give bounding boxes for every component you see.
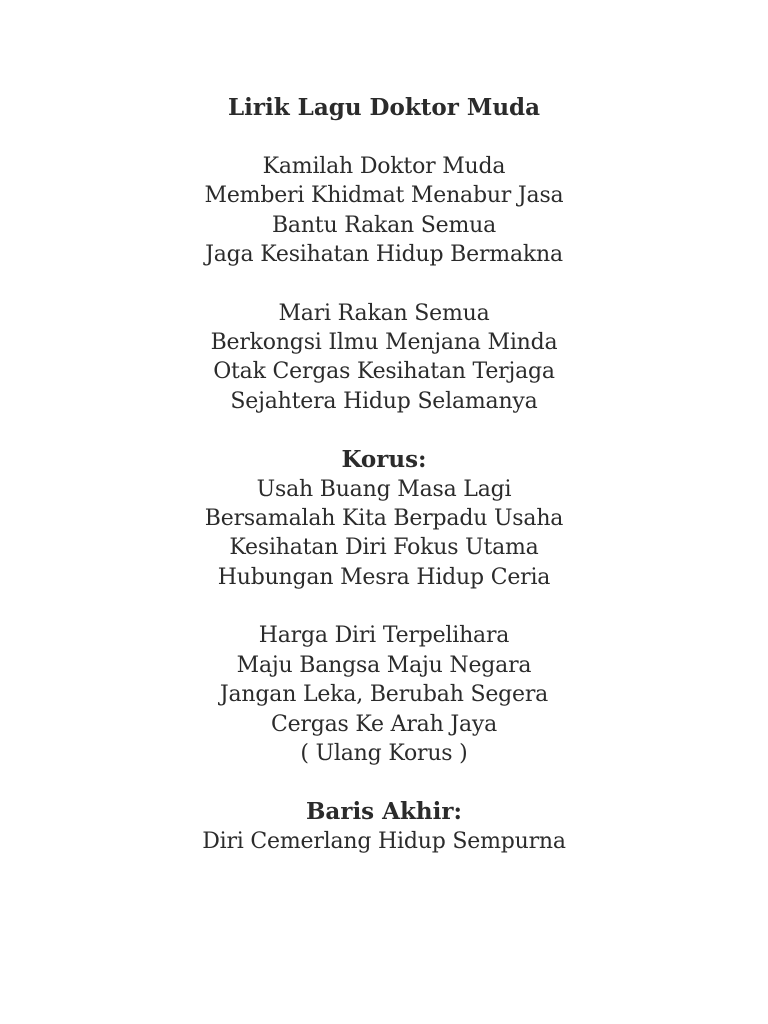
lyric-line: Harga Diri Terpelihara (258, 623, 510, 649)
chorus-heading: Korus: (341, 446, 427, 474)
lyric-line: Memberi Khidmat Menabur Jasa (204, 183, 564, 209)
lyric-line: Berkongsi Ilmu Menjana Minda (210, 330, 558, 356)
final-line-section (0, 797, 768, 856)
verse-1 (0, 152, 768, 270)
lyric-line: Diri Cemerlang Hidup Sempurna (202, 828, 566, 854)
lyric-line: Jaga Kesihatan Hidup Bermakna (205, 242, 563, 268)
lyric-line: Sejahtera Hidup Selamanya (230, 388, 538, 414)
lyric-line: Kamilah Doktor Muda (262, 154, 506, 179)
lyric-line: Hubungan Mesra Hidup Ceria (217, 564, 551, 590)
lyric-line: Bantu Rakan Semua (271, 212, 497, 238)
chorus (0, 445, 768, 592)
lyric-line: Maju Bangsa Maju Negara (236, 652, 532, 678)
final-line-heading: Baris Akhir: (305, 798, 462, 826)
lyric-line: Mari Rakan Semua (278, 300, 490, 326)
lyric-line: Jangan Leka, Berubah Segera (219, 682, 549, 708)
lyrics-content (0, 93, 768, 885)
lyric-line: Cergas Ke Arah Jaya (270, 711, 498, 737)
document-title: Lirik Lagu Doktor Muda (227, 94, 541, 121)
verse-3 (0, 621, 768, 768)
lyric-line: Bersamalah Kita Berpadu Usaha (204, 506, 564, 532)
lyric-line: Usah Buang Masa Lagi (256, 476, 512, 502)
repeat-chorus-note: ( Ulang Korus ) (300, 740, 468, 766)
lyric-line: Kesihatan Diri Fokus Utama (229, 535, 539, 561)
lyric-line: Otak Cergas Kesihatan Terjaga (213, 359, 555, 385)
verse-2 (0, 299, 768, 417)
